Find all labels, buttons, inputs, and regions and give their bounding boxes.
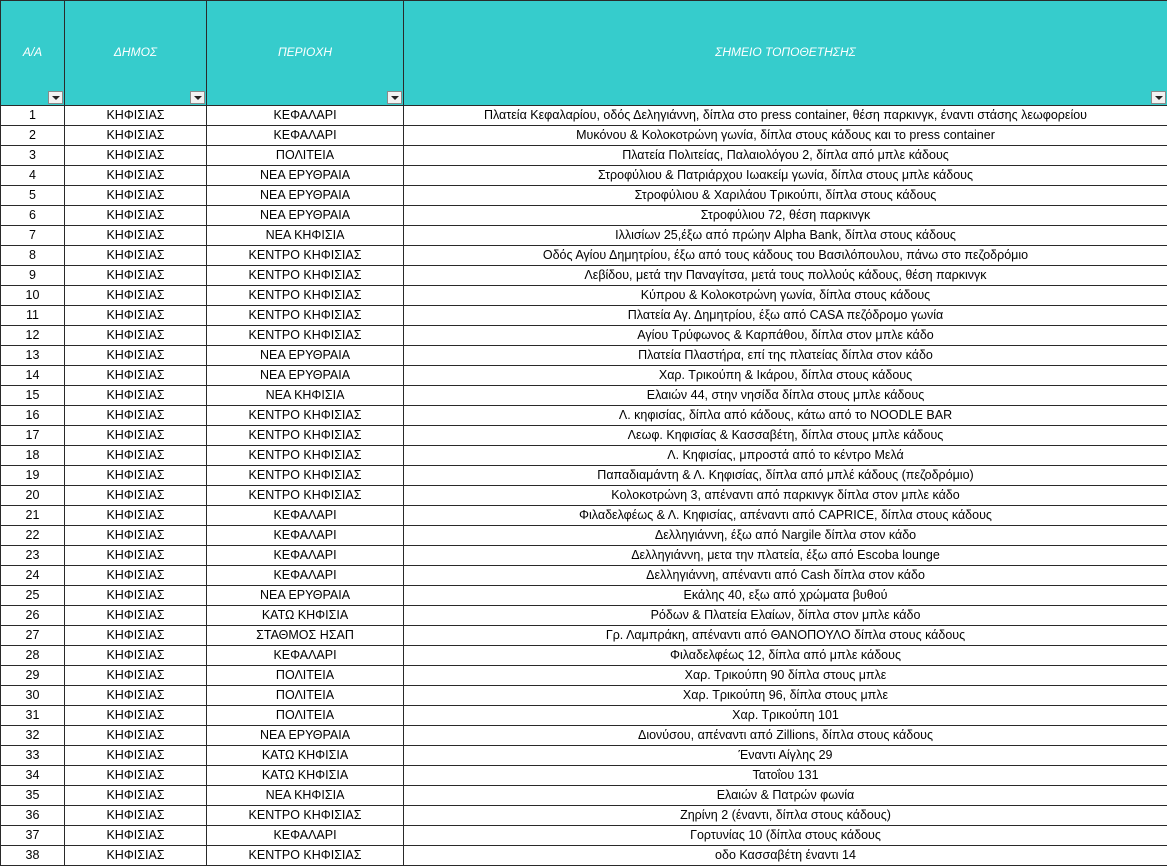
cell-dimos[interactable]: ΚΗΦΙΣΙΑΣ (65, 246, 207, 266)
cell-perioxi[interactable]: ΝΕΑ ΕΡΥΘΡΑΙΑ (207, 186, 404, 206)
cell-dimos[interactable]: ΚΗΦΙΣΙΑΣ (65, 546, 207, 566)
cell-simeio[interactable]: Δελληγιάννη, απέναντι από Cash δίπλα στον κάδο (404, 566, 1167, 586)
table-row (1, 806, 1167, 826)
cell-dimos[interactable]: ΚΗΦΙΣΙΑΣ (65, 766, 207, 786)
cell-simeio[interactable]: Κολοκοτρώνη 3, απέναντι από παρκινγκ δίπλα στον μπλε κάδο (404, 486, 1167, 506)
cell-simeio[interactable]: Στροφύλιου & Χαριλάου Τρικούπι, δίπλα στους κάδους (404, 186, 1167, 206)
cell-simeio[interactable]: Έναντι Αίγλης 29 (404, 746, 1167, 766)
column-header-simeio[interactable] (404, 1, 1167, 106)
cell-perioxi[interactable]: ΚΕΦΑΛΑΡΙ (207, 826, 404, 846)
table-row (1, 826, 1167, 846)
cell-perioxi[interactable]: ΚΕΝΤΡΟ ΚΗΦΙΣΙΑΣ (207, 286, 404, 306)
table-row (1, 246, 1167, 266)
cell-aa[interactable]: 4 (1, 166, 65, 186)
cell-simeio[interactable]: Ζηρίνη 2 (έναντι, δίπλα στους κάδους) (404, 806, 1167, 826)
table-row (1, 266, 1167, 286)
cell-aa[interactable]: 1 (1, 106, 65, 126)
cell-perioxi[interactable]: ΚΕΝΤΡΟ ΚΗΦΙΣΙΑΣ (207, 306, 404, 326)
cell-dimos[interactable]: ΚΗΦΙΣΙΑΣ (65, 486, 207, 506)
filter-dropdown-icon[interactable] (48, 91, 63, 104)
cell-dimos[interactable]: ΚΗΦΙΣΙΑΣ (65, 406, 207, 426)
cell-dimos[interactable]: ΚΗΦΙΣΙΑΣ (65, 806, 207, 826)
cell-simeio[interactable]: Λεβίδου, μετά την Παναγίτσα, μετά τους πολλούς κάδους, θέση παρκινγκ (404, 266, 1167, 286)
table-row (1, 366, 1167, 386)
cell-dimos[interactable]: ΚΗΦΙΣΙΑΣ (65, 626, 207, 646)
cell-dimos[interactable]: ΚΗΦΙΣΙΑΣ (65, 786, 207, 806)
table-row (1, 346, 1167, 366)
cell-simeio[interactable]: Διονύσου, απέναντι από Zillions, δίπλα στους κάδους (404, 726, 1167, 746)
table-row (1, 226, 1167, 246)
table-row (1, 666, 1167, 686)
cell-dimos[interactable]: ΚΗΦΙΣΙΑΣ (65, 686, 207, 706)
cell-dimos[interactable]: ΚΗΦΙΣΙΑΣ (65, 226, 207, 246)
cell-perioxi[interactable]: ΠΟΛΙΤΕΙΑ (207, 146, 404, 166)
column-header-dimos[interactable] (65, 1, 207, 106)
cell-perioxi[interactable]: ΝΕΑ ΕΡΥΘΡΑΙΑ (207, 206, 404, 226)
cell-simeio[interactable]: Γορτυνίας 10 (δίπλα στους κάδους (404, 826, 1167, 846)
cell-dimos[interactable]: ΚΗΦΙΣΙΑΣ (65, 466, 207, 486)
cell-aa[interactable]: 25 (1, 586, 65, 606)
table-row (1, 466, 1167, 486)
filter-dropdown-icon[interactable] (1151, 91, 1166, 104)
cell-perioxi[interactable]: ΚΕΦΑΛΑΡΙ (207, 546, 404, 566)
column-header-label: Α/Α (22, 45, 43, 59)
cell-dimos[interactable]: ΚΗΦΙΣΙΑΣ (65, 366, 207, 386)
cell-simeio[interactable]: Οδός Αγίου Δημητρίου, έξω από τους κάδους του Βασιλόπουλου, πάνω στο πεζοδρόμιο (404, 246, 1167, 266)
cell-dimos[interactable]: ΚΗΦΙΣΙΑΣ (65, 566, 207, 586)
cell-simeio[interactable]: Ιλλισίων 25,έξω από πρώην Alpha Bank, δίπλα στους κάδους (404, 226, 1167, 246)
cell-simeio[interactable]: Ελαιών 44, στην νησίδα δίπλα στους μπλε κάδους (404, 386, 1167, 406)
column-header-label: ΠΕΡΙΟΧΗ (277, 45, 333, 59)
cell-perioxi[interactable]: ΚΕΝΤΡΟ ΚΗΦΙΣΙΑΣ (207, 446, 404, 466)
cell-simeio[interactable]: Πλατεία Πλαστήρα, επί της πλατείας δίπλα στον κάδο (404, 346, 1167, 366)
cell-aa[interactable]: 10 (1, 286, 65, 306)
cell-aa[interactable]: 32 (1, 726, 65, 746)
cell-perioxi[interactable]: ΚΕΦΑΛΑΡΙ (207, 566, 404, 586)
cell-dimos[interactable]: ΚΗΦΙΣΙΑΣ (65, 746, 207, 766)
filter-dropdown-icon[interactable] (190, 91, 205, 104)
cell-perioxi[interactable]: ΚΕΝΤΡΟ ΚΗΦΙΣΙΑΣ (207, 326, 404, 346)
cell-simeio[interactable]: Πλατεία Αγ. Δημητρίου, έξω από CASA πεζόδρομο γωνία (404, 306, 1167, 326)
cell-aa[interactable]: 7 (1, 226, 65, 246)
cell-simeio[interactable]: Χαρ. Τρικούπη 101 (404, 706, 1167, 726)
cell-simeio[interactable]: Πλατεία Πολιτείας, Παλαιολόγου 2, δίπλα από μπλε κάδους (404, 146, 1167, 166)
table-row (1, 146, 1167, 166)
cell-dimos[interactable]: ΚΗΦΙΣΙΑΣ (65, 146, 207, 166)
cell-dimos[interactable]: ΚΗΦΙΣΙΑΣ (65, 446, 207, 466)
table-row (1, 306, 1167, 326)
cell-dimos[interactable]: ΚΗΦΙΣΙΑΣ (65, 206, 207, 226)
cell-aa[interactable]: 30 (1, 686, 65, 706)
table-row (1, 706, 1167, 726)
table-row (1, 846, 1167, 866)
table-row (1, 126, 1167, 146)
column-header-aa[interactable] (1, 1, 65, 106)
cell-dimos[interactable]: ΚΗΦΙΣΙΑΣ (65, 306, 207, 326)
table-row (1, 206, 1167, 226)
cell-simeio[interactable]: Λεωφ. Κηφισίας & Κασσαβέτη, δίπλα στους μπλε κάδους (404, 426, 1167, 446)
cell-aa[interactable]: 19 (1, 466, 65, 486)
table-row (1, 746, 1167, 766)
cell-aa[interactable]: 31 (1, 706, 65, 726)
table-row (1, 766, 1167, 786)
cell-perioxi[interactable]: ΚΕΝΤΡΟ ΚΗΦΙΣΙΑΣ (207, 246, 404, 266)
cell-simeio[interactable]: Στροφύλιου 72, θέση παρκινγκ (404, 206, 1167, 226)
cell-aa[interactable]: 3 (1, 146, 65, 166)
table-row (1, 446, 1167, 466)
table-row (1, 606, 1167, 626)
cell-perioxi[interactable]: ΠΟΛΙΤΕΙΑ (207, 706, 404, 726)
cell-perioxi[interactable]: ΝΕΑ ΚΗΦΙΣΙΑ (207, 386, 404, 406)
column-header-label: ΣΗΜΕΙΟ ΤΟΠΟΘΕΤΗΣΗΣ (715, 45, 856, 59)
cell-dimos[interactable]: ΚΗΦΙΣΙΑΣ (65, 286, 207, 306)
cell-aa[interactable]: 20 (1, 486, 65, 506)
cell-dimos[interactable]: ΚΗΦΙΣΙΑΣ (65, 726, 207, 746)
table-row (1, 646, 1167, 666)
cell-dimos[interactable]: ΚΗΦΙΣΙΑΣ (65, 706, 207, 726)
cell-perioxi[interactable]: ΚΕΦΑΛΑΡΙ (207, 506, 404, 526)
cell-simeio[interactable]: οδο Κασσαβέτη έναντι 14 (404, 846, 1167, 866)
cell-simeio[interactable]: Δελληγιάννη, μετα την πλατεία, έξω από Escoba lounge (404, 546, 1167, 566)
cell-aa[interactable]: 24 (1, 566, 65, 586)
cell-dimos[interactable]: ΚΗΦΙΣΙΑΣ (65, 426, 207, 446)
column-header-label: ΔΗΜΟΣ (113, 45, 158, 59)
cell-aa[interactable]: 34 (1, 766, 65, 786)
table-row (1, 106, 1167, 126)
cell-dimos[interactable]: ΚΗΦΙΣΙΑΣ (65, 346, 207, 366)
table-row (1, 686, 1167, 706)
cell-dimos[interactable]: ΚΗΦΙΣΙΑΣ (65, 166, 207, 186)
table-row (1, 526, 1167, 546)
cell-dimos[interactable]: ΚΗΦΙΣΙΑΣ (65, 826, 207, 846)
cell-dimos[interactable]: ΚΗΦΙΣΙΑΣ (65, 526, 207, 546)
cell-perioxi[interactable]: ΚΕΦΑΛΑΡΙ (207, 106, 404, 126)
table-row (1, 426, 1167, 446)
cell-perioxi[interactable]: ΝΕΑ ΕΡΥΘΡΑΙΑ (207, 726, 404, 746)
cell-simeio[interactable]: Φιλαδελφέως & Λ. Κηφισίας, απέναντι από CAPRICE, δίπλα στους κάδους (404, 506, 1167, 526)
cell-simeio[interactable]: Μυκόνου & Κολοκοτρώνη γωνία, δίπλα στους κάδους και το press container (404, 126, 1167, 146)
cell-perioxi[interactable]: ΝΕΑ ΕΡΥΘΡΑΙΑ (207, 166, 404, 186)
table-row (1, 386, 1167, 406)
cell-simeio[interactable]: Παπαδιαμάντη & Λ. Κηφισίας, δίπλα από μπλέ κάδους (πεζοδρόμιο) (404, 466, 1167, 486)
cell-dimos[interactable]: ΚΗΦΙΣΙΑΣ (65, 586, 207, 606)
table-row (1, 566, 1167, 586)
cell-perioxi[interactable]: ΚΑΤΩ ΚΗΦΙΣΙΑ (207, 766, 404, 786)
cell-perioxi[interactable]: ΚΕΝΤΡΟ ΚΗΦΙΣΙΑΣ (207, 806, 404, 826)
cell-aa[interactable]: 9 (1, 266, 65, 286)
table-row (1, 546, 1167, 566)
table-row (1, 626, 1167, 646)
table-row (1, 286, 1167, 306)
cell-simeio[interactable]: Αγίου Τρύφωνος & Καρπάθου, δίπλα στον μπλε κάδο (404, 326, 1167, 346)
cell-simeio[interactable]: Εκάλης 40, εξω από χρώματα βυθού (404, 586, 1167, 606)
cell-dimos[interactable]: ΚΗΦΙΣΙΑΣ (65, 846, 207, 866)
cell-simeio[interactable]: Γρ. Λαμπράκη, απέναντι από ΘΑΝΟΠΟΥΛΟ δίπλα στους κάδους (404, 626, 1167, 646)
cell-perioxi[interactable]: ΠΟΛΙΤΕΙΑ (207, 666, 404, 686)
cell-dimos[interactable]: ΚΗΦΙΣΙΑΣ (65, 126, 207, 146)
cell-dimos[interactable]: ΚΗΦΙΣΙΑΣ (65, 326, 207, 346)
cell-simeio[interactable]: Χαρ. Τρικούπη 90 δίπλα στους μπλε (404, 666, 1167, 686)
table-body (1, 106, 1167, 866)
cell-perioxi[interactable]: ΣΤΑΘΜΟΣ ΗΣΑΠ (207, 626, 404, 646)
cell-simeio[interactable]: Τατοΐου 131 (404, 766, 1167, 786)
cell-aa[interactable]: 36 (1, 806, 65, 826)
cell-perioxi[interactable]: ΚΕΝΤΡΟ ΚΗΦΙΣΙΑΣ (207, 426, 404, 446)
cell-aa[interactable]: 12 (1, 326, 65, 346)
cell-aa[interactable]: 22 (1, 526, 65, 546)
cell-aa[interactable]: 26 (1, 606, 65, 626)
cell-perioxi[interactable]: ΝΕΑ ΚΗΦΙΣΙΑ (207, 226, 404, 246)
cell-perioxi[interactable]: ΝΕΑ ΕΡΥΘΡΑΙΑ (207, 346, 404, 366)
cell-perioxi[interactable]: ΚΕΦΑΛΑΡΙ (207, 646, 404, 666)
table-row (1, 726, 1167, 746)
cell-aa[interactable]: 15 (1, 386, 65, 406)
cell-perioxi[interactable]: ΚΕΝΤΡΟ ΚΗΦΙΣΙΑΣ (207, 466, 404, 486)
table-row (1, 506, 1167, 526)
table-row (1, 486, 1167, 506)
cell-aa[interactable]: 23 (1, 546, 65, 566)
cell-perioxi[interactable]: ΠΟΛΙΤΕΙΑ (207, 686, 404, 706)
cell-perioxi[interactable]: ΚΑΤΩ ΚΗΦΙΣΙΑ (207, 746, 404, 766)
cell-simeio[interactable]: Ρόδων & Πλατεία Ελαίων, δίπλα στον μπλε κάδο (404, 606, 1167, 626)
cell-dimos[interactable]: ΚΗΦΙΣΙΑΣ (65, 186, 207, 206)
cell-perioxi[interactable]: ΚΕΝΤΡΟ ΚΗΦΙΣΙΑΣ (207, 406, 404, 426)
table-row (1, 186, 1167, 206)
cell-aa[interactable]: 5 (1, 186, 65, 206)
cell-perioxi[interactable]: ΚΕΝΤΡΟ ΚΗΦΙΣΙΑΣ (207, 846, 404, 866)
table-row (1, 326, 1167, 346)
cell-simeio[interactable]: Λ. Κηφισίας, μπροστά από το κέντρο Μελά (404, 446, 1167, 466)
cell-perioxi[interactable]: ΚΕΦΑΛΑΡΙ (207, 126, 404, 146)
cell-aa[interactable]: 33 (1, 746, 65, 766)
table-row (1, 406, 1167, 426)
cell-aa[interactable]: 6 (1, 206, 65, 226)
cell-simeio[interactable]: Πλατεία Κεφαλαρίου, οδός Δεληγιάννη, δίπλα στο press container, θέση παρκινγκ, έναντι στάσης λεωφορείου (404, 106, 1167, 126)
cell-simeio[interactable]: Ελαιών & Πατρών φωνία (404, 786, 1167, 806)
cell-simeio[interactable]: Χαρ. Τρικούπη & Ικάρου, δίπλα στους κάδους (404, 366, 1167, 386)
cell-perioxi[interactable]: ΝΕΑ ΕΡΥΘΡΑΙΑ (207, 586, 404, 606)
table-row (1, 786, 1167, 806)
cell-perioxi[interactable]: ΝΕΑ ΕΡΥΘΡΑΙΑ (207, 366, 404, 386)
cell-dimos[interactable]: ΚΗΦΙΣΙΑΣ (65, 106, 207, 126)
cell-aa[interactable]: 17 (1, 426, 65, 446)
cell-simeio[interactable]: Φιλαδελφέως 12, δίπλα από μπλε κάδους (404, 646, 1167, 666)
cell-simeio[interactable]: Χαρ. Τρικούπη 96, δίπλα στους μπλε (404, 686, 1167, 706)
cell-aa[interactable]: 18 (1, 446, 65, 466)
cell-perioxi[interactable]: ΚΕΝΤΡΟ ΚΗΦΙΣΙΑΣ (207, 486, 404, 506)
cell-aa[interactable]: 37 (1, 826, 65, 846)
cell-dimos[interactable]: ΚΗΦΙΣΙΑΣ (65, 266, 207, 286)
cell-simeio[interactable]: Δελληγιάννη, έξω από Nargile δίπλα στον κάδο (404, 526, 1167, 546)
cell-perioxi[interactable]: ΚΑΤΩ ΚΗΦΙΣΙΑ (207, 606, 404, 626)
cell-aa[interactable]: 14 (1, 366, 65, 386)
cell-aa[interactable]: 35 (1, 786, 65, 806)
cell-dimos[interactable]: ΚΗΦΙΣΙΑΣ (65, 646, 207, 666)
header-row (1, 1, 1167, 106)
cell-aa[interactable]: 8 (1, 246, 65, 266)
cell-perioxi[interactable]: ΝΕΑ ΚΗΦΙΣΙΑ (207, 786, 404, 806)
cell-aa[interactable]: 29 (1, 666, 65, 686)
filter-dropdown-icon[interactable] (387, 91, 402, 104)
cell-aa[interactable]: 2 (1, 126, 65, 146)
cell-aa[interactable]: 21 (1, 506, 65, 526)
cell-aa[interactable]: 13 (1, 346, 65, 366)
table-row (1, 586, 1167, 606)
cell-aa[interactable]: 38 (1, 846, 65, 866)
cell-simeio[interactable]: Λ. κηφισίας, δίπλα από κάδους, κάτω από το NOODLE BAR (404, 406, 1167, 426)
column-header-perioxi[interactable] (207, 1, 404, 106)
cell-aa[interactable]: 16 (1, 406, 65, 426)
cell-perioxi[interactable]: ΚΕΦΑΛΑΡΙ (207, 526, 404, 546)
cell-aa[interactable]: 27 (1, 626, 65, 646)
table-row (1, 166, 1167, 186)
cell-dimos[interactable]: ΚΗΦΙΣΙΑΣ (65, 666, 207, 686)
cell-perioxi[interactable]: ΚΕΝΤΡΟ ΚΗΦΙΣΙΑΣ (207, 266, 404, 286)
cell-aa[interactable]: 11 (1, 306, 65, 326)
cell-simeio[interactable]: Στροφύλιου & Πατριάρχου Ιωακείμ γωνία, δίπλα στους μπλε κάδους (404, 166, 1167, 186)
cell-aa[interactable]: 28 (1, 646, 65, 666)
cell-dimos[interactable]: ΚΗΦΙΣΙΑΣ (65, 386, 207, 406)
cell-simeio[interactable]: Κύπρου & Κολοκοτρώνη γωνία, δίπλα στους κάδους (404, 286, 1167, 306)
cell-dimos[interactable]: ΚΗΦΙΣΙΑΣ (65, 606, 207, 626)
cell-dimos[interactable]: ΚΗΦΙΣΙΑΣ (65, 506, 207, 526)
